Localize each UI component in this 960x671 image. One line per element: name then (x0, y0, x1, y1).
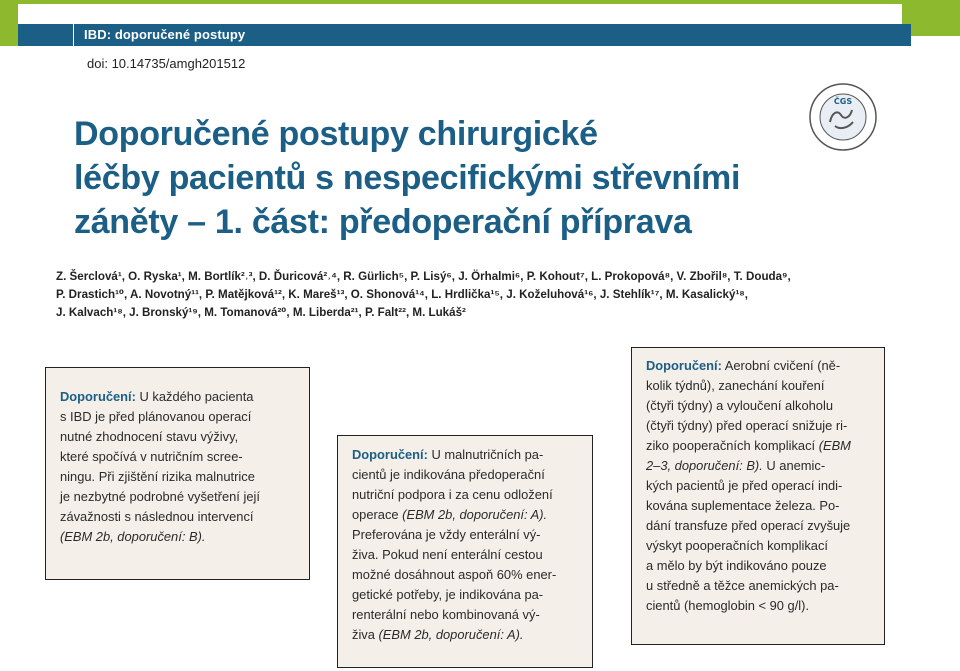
recommendation-line (352, 505, 580, 525)
recommendation-line (646, 516, 872, 536)
recommendation-line (646, 536, 872, 556)
recommendation-text: Preferována je vždy enterální vý- (352, 527, 541, 542)
recommendation-text: (čtyři týdny) a vyloučení alkoholu (646, 398, 833, 413)
header-accent-line (0, 0, 960, 4)
recommendation-text: a mělo by být indikováno pouze (646, 558, 827, 573)
evidence-level: (EBM (818, 438, 851, 453)
recommendation-line (646, 356, 872, 376)
evidence-level: (EBM 2b, doporučení: A). (402, 507, 548, 522)
title-line: léčby pacientů s nespecifickými střevními (74, 159, 741, 197)
recommendation-text: U každého pacienta (135, 389, 254, 404)
recommendation-text: renterální nebo kombinovaná vý- (352, 607, 540, 622)
recommendation-text: živa. Pokud není enterální cestou (352, 547, 543, 562)
recommendation-line (352, 525, 580, 545)
recommendation-line (60, 447, 297, 467)
recommendation-line (352, 605, 580, 625)
recommendation-text: ningu. Při zjištění rizika malnutrice (60, 469, 255, 484)
author-line: Z. Šerclová¹, O. Ryska¹, M. Bortlík²˒³, D. Ďuricová²˒⁴, R. Gürlich⁵, P. Lisý⁶, J. Örhalmi⁶, P. Kohout⁷, L. Prokopová⁸, V. Zbořil⁸, T. Douda⁹, (56, 270, 791, 283)
recommendation-text: kována suplementace železa. Po- (646, 498, 840, 513)
recommendation-text: Aerobní cvičení (ně- (721, 358, 841, 373)
recommendation-line (352, 585, 580, 605)
recommendation-label: Doporučení: (352, 447, 428, 462)
recommendation-text: živa (352, 627, 379, 642)
recommendation-line (60, 507, 297, 527)
evidence-level: (EBM 2b, doporučení: A). (378, 627, 524, 642)
header (0, 0, 960, 54)
recommendation-line (352, 465, 580, 485)
author-line: P. Drastich¹⁰, A. Novotný¹¹, P. Matějková¹², K. Mareš¹³, O. Shonová¹⁴, L. Hrdlička¹⁵, J. Koželuhová¹⁶, J. Stehlík¹⁷, M. Kasalický¹⁸, (56, 288, 749, 301)
recommendation-text: u středně a těžce anemických pa- (646, 578, 839, 593)
author-list (56, 268, 936, 322)
recommendation-text: dání transfuze před operací zvyšuje (646, 518, 851, 533)
recommendation-text: (čtyři týdny) před operací snižuje ri- (646, 418, 848, 433)
recommendation-text: U anemic- (762, 458, 826, 473)
recommendation-line (646, 596, 872, 616)
recommendation-line (646, 396, 872, 416)
recommendation-line (646, 376, 872, 396)
evidence-level: 2–3, doporučení: B). (646, 458, 763, 473)
recommendation-line (60, 387, 297, 407)
recommendation-line (60, 407, 297, 427)
recommendation-text: které spočívá v nutričním scree- (60, 449, 243, 464)
recommendation-line (646, 416, 872, 436)
recommendation-text: kých pacientů je před operací indi- (646, 478, 843, 493)
recommendation-label: Doporučení: (60, 389, 136, 404)
recommendation-text: getické potřeby, je indikována pa- (352, 587, 544, 602)
recommendation-text: možné dosáhnout aspoň 60% ener- (352, 567, 557, 582)
recommendation-line (60, 467, 297, 487)
recommendation-text: U malnutričních pa- (427, 447, 544, 462)
recommendation-text: je nezbytné podrobné vyšetření její (60, 489, 260, 504)
recommendation-text: ziko pooperačních komplikací (646, 438, 819, 453)
recommendation-line (646, 456, 872, 476)
recommendation-line (646, 436, 872, 456)
header-accent-block (0, 0, 18, 46)
recommendation-line (60, 527, 297, 547)
recommendation-text: závažnosti s následnou intervencí (60, 509, 254, 524)
recommendation-line (352, 485, 580, 505)
recommendation-box (337, 435, 593, 668)
recommendation-label: Doporučení: (646, 358, 722, 373)
recommendation-text: s IBD je před plánovanou operací (60, 409, 252, 424)
recommendation-text: nutriční podpora i za cenu odložení (352, 487, 553, 502)
title-line: Doporučené postupy chirurgické (74, 115, 598, 153)
recommendation-line (646, 556, 872, 576)
recommendation-text: cientů je indikována předoperační (352, 467, 545, 482)
recommendation-text: nutné zhodnocení stavu výživy, (60, 429, 239, 444)
recommendation-line (646, 476, 872, 496)
seal-text: ČGS (833, 97, 853, 106)
recommendation-line (352, 565, 580, 585)
recommendation-line (646, 496, 872, 516)
header-bar-segment (18, 24, 74, 46)
recommendation-text: cientů (hemoglobin < 90 g/l). (646, 598, 810, 613)
recommendation-line (60, 427, 297, 447)
recommendation-line (60, 487, 297, 507)
recommendation-line (352, 445, 580, 465)
recommendation-text: operace (352, 507, 403, 522)
author-line: J. Kalvach¹⁸, J. Bronský¹⁹, M. Tomanová²⁰, M. Liberda²¹, P. Falt²², M. Lukáš² (56, 306, 466, 319)
recommendation-box (45, 367, 310, 580)
recommendation-box (631, 347, 885, 645)
evidence-level: (EBM 2b, doporučení: B). (60, 529, 206, 544)
recommendation-text: kolik týdnů), zanechání kouření (646, 378, 825, 393)
doi: doi: 10.14735/amgh201512 (87, 56, 246, 71)
title-line: záněty – 1. část: předoperační příprava (74, 203, 692, 241)
article-title (74, 112, 854, 244)
section-title: IBD: doporučené postupy (84, 27, 246, 42)
recommendation-text: výskyt pooperačních komplikací (646, 538, 828, 553)
recommendation-line (646, 576, 872, 596)
recommendation-line (352, 625, 580, 645)
recommendation-line (352, 545, 580, 565)
